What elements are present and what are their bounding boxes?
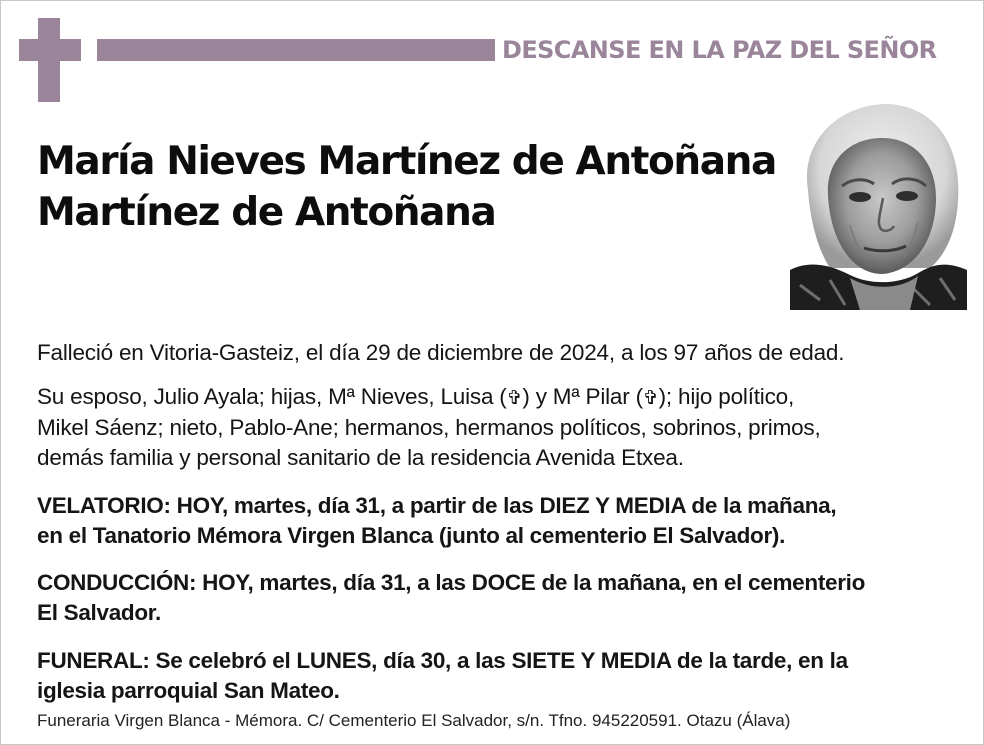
funeral-paragraph [37, 646, 967, 706]
family-line-1-b: ) y Mª Pilar ( [522, 384, 643, 409]
portrait-photo-image [790, 100, 967, 310]
funeral-line-2: iglesia parroquial San Mateo. [37, 678, 340, 703]
name-line-2: Martínez de Antoñana [37, 190, 496, 235]
conduccion-line-1: CONDUCCIÓN: HOY, martes, día 31, a las DOCE de la mañana, en el cementerio [37, 570, 866, 595]
velatorio-line-2: en el Tanatorio Mémora Virgen Blanca (junto al cementerio El Salvador). [37, 523, 786, 548]
cross-icon: ✞ [642, 387, 659, 409]
cross-icon: ✞ [506, 387, 523, 409]
velatorio-paragraph [37, 491, 967, 551]
conduccion-paragraph [37, 568, 967, 628]
name-line-1: María Nieves Martínez de Antoñana [37, 139, 776, 184]
header-bar [97, 39, 495, 61]
cross-icon-horizontal [19, 39, 81, 61]
family-line-2: Mikel Sáenz; nieto, Pablo-Ane; hermanos, hermanos políticos, sobrinos, primos, [37, 415, 821, 440]
deceased-name [37, 136, 797, 238]
portrait-photo [790, 100, 967, 310]
family-line-3: demás familia y personal sanitario de la residencia Avenida Etxea. [37, 445, 684, 470]
conduccion-line-2: El Salvador. [37, 600, 161, 625]
family-paragraph [37, 382, 967, 473]
family-line-1-a: Su esposo, Julio Ayala; hijas, Mª Nieves, Luisa ( [37, 384, 507, 409]
funeral-line-1: FUNERAL: Se celebró el LUNES, día 30, a las SIETE Y MEDIA de la tarde, en la [37, 648, 848, 673]
death-notice-line: Falleció en Vitoria-Gasteiz, el día 29 de diciembre de 2024, a los 97 años de edad. [37, 340, 845, 365]
family-line-1 [37, 382, 967, 413]
death-notice [37, 338, 967, 368]
velatorio-line-1: VELATORIO: HOY, martes, día 31, a partir de las DIEZ Y MEDIA de la mañana, [37, 493, 837, 518]
funeral-home-footer: Funeraria Virgen Blanca - Mémora. C/ Cementerio El Salvador, s/n. Tfno. 945220591. Otazu (Álava) [37, 711, 791, 730]
family-line-1-c: ); hijo político, [658, 384, 795, 409]
header-title: DESCANSE EN LA PAZ DEL SEÑOR [502, 36, 937, 64]
